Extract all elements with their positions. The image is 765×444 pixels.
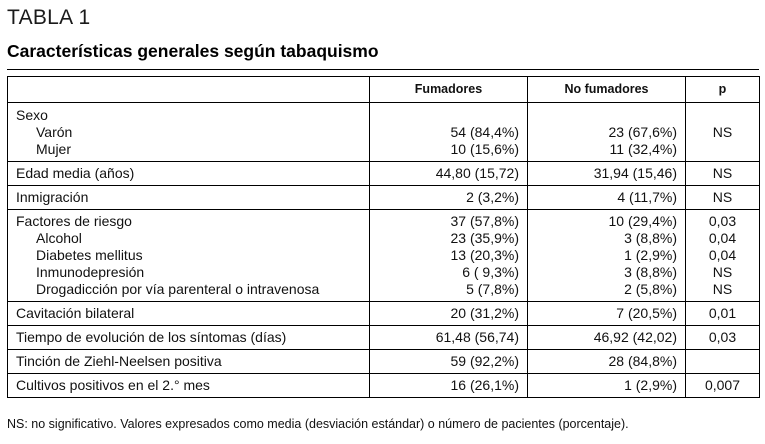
table-row-tincion xyxy=(8,350,760,374)
footnote: NS: no significativo. Valores expresados como media (desviación estándar) o número de pacientes (porcentaje). xyxy=(7,417,629,431)
row-label-tiempo: Tiempo de evolución de los síntomas (días) xyxy=(8,326,370,350)
row-label-alcohol: Alcohol xyxy=(36,230,82,246)
table-row-tiempo xyxy=(8,326,760,350)
no-fumadores-cell xyxy=(528,210,686,302)
table-row-sexo xyxy=(8,103,760,162)
row-label-drogas: Drogadicción por vía parenteral o intravenosa xyxy=(36,281,320,297)
fumadores-cell xyxy=(370,103,528,162)
row-label-factores: Factores de riesgo xyxy=(16,213,132,229)
row-label-edad: Edad media (años) xyxy=(8,162,370,186)
value-inmuno-fumadores: 6 ( 9,3%) xyxy=(462,264,519,280)
label-cell xyxy=(8,103,370,162)
fumadores-cell xyxy=(370,210,528,302)
value-cavitacion-no-fumadores: 7 (20,5%) xyxy=(528,302,686,326)
value-factores-no-fumadores: 10 (29,4%) xyxy=(608,213,677,229)
value-varon-no-fumadores: 23 (67,6%) xyxy=(608,124,677,140)
header-p: p xyxy=(686,77,760,103)
header-no-fumadores: No fumadores xyxy=(528,77,686,103)
row-label-diabetes: Diabetes mellitus xyxy=(36,247,143,263)
value-inmigracion-p: NS xyxy=(686,186,760,210)
value-factores-p: 0,03 xyxy=(708,213,737,229)
value-inmuno-p: NS xyxy=(712,264,733,280)
row-label-tincion: Tinción de Ziehl-Neelsen positiva xyxy=(8,350,370,374)
p-cell xyxy=(686,210,760,302)
table-row-cavitacion xyxy=(8,302,760,326)
table-row-cultivos xyxy=(8,374,760,398)
value-alcohol-p: 0,04 xyxy=(708,230,737,246)
value-drogas-p: NS xyxy=(712,281,733,297)
table-row-factores xyxy=(8,210,760,302)
value-tiempo-no-fumadores: 46,92 (42,02) xyxy=(528,326,686,350)
p-cell xyxy=(686,103,760,162)
row-label-sexo: Sexo xyxy=(16,107,48,123)
value-alcohol-no-fumadores: 3 (8,8%) xyxy=(624,230,677,246)
header-fumadores: Fumadores xyxy=(370,77,528,103)
value-cultivos-no-fumadores: 1 (2,9%) xyxy=(528,374,686,398)
value-tiempo-p: 0,03 xyxy=(686,326,760,350)
value-mujer-p xyxy=(694,141,751,158)
value-edad-fumadores: 44,80 (15,72) xyxy=(370,162,528,186)
value-diabetes-no-fumadores: 1 (2,9%) xyxy=(624,247,677,263)
table-label: TABLA 1 xyxy=(7,6,91,29)
row-label-cultivos: Cultivos positivos en el 2.° mes xyxy=(8,374,370,398)
value-cavitacion-fumadores: 20 (31,2%) xyxy=(370,302,528,326)
value-tiempo-fumadores: 61,48 (56,74) xyxy=(370,326,528,350)
label-cell xyxy=(8,210,370,302)
table-row-edad xyxy=(8,162,760,186)
header-row xyxy=(8,77,760,103)
value-cultivos-p: 0,007 xyxy=(686,374,760,398)
value-drogas-fumadores: 5 (7,8%) xyxy=(466,281,519,297)
value-diabetes-p: 0,04 xyxy=(708,247,737,263)
characteristics-table xyxy=(7,76,760,398)
value-mujer-no-fumadores: 11 (32,4%) xyxy=(609,141,677,157)
value-tincion-no-fumadores: 28 (84,8%) xyxy=(528,350,686,374)
value-inmigracion-no-fumadores: 4 (11,7%) xyxy=(528,186,686,210)
value-diabetes-fumadores: 13 (20,3%) xyxy=(450,247,519,263)
value-inmuno-no-fumadores: 3 (8,8%) xyxy=(624,264,677,280)
header-blank xyxy=(8,77,370,103)
value-mujer-fumadores: 10 (15,6%) xyxy=(450,141,519,157)
value-inmigracion-fumadores: 2 (3,2%) xyxy=(370,186,528,210)
value-tincion-fumadores: 59 (92,2%) xyxy=(370,350,528,374)
table-row-inmigracion xyxy=(8,186,760,210)
value-edad-no-fumadores: 31,94 (15,46) xyxy=(528,162,686,186)
title-rule xyxy=(7,69,759,70)
row-label-varon: Varón xyxy=(36,124,73,140)
row-label-cavitacion: Cavitación bilateral xyxy=(8,302,370,326)
value-cavitacion-p: 0,01 xyxy=(686,302,760,326)
value-varon-fumadores: 54 (84,4%) xyxy=(450,124,519,140)
value-tincion-p xyxy=(686,350,760,374)
value-edad-p: NS xyxy=(686,162,760,186)
value-cultivos-fumadores: 16 (26,1%) xyxy=(370,374,528,398)
row-label-inmuno: Inmunodepresión xyxy=(36,264,145,280)
value-drogas-no-fumadores: 2 (5,8%) xyxy=(624,281,677,297)
row-label-mujer: Mujer xyxy=(36,141,72,157)
row-label-inmigracion: Inmigración xyxy=(8,186,370,210)
value-varon-p: NS xyxy=(712,124,733,140)
table-title: Características generales según tabaquismo xyxy=(7,41,379,61)
value-alcohol-fumadores: 23 (35,9%) xyxy=(450,230,519,246)
value-factores-fumadores: 37 (57,8%) xyxy=(450,213,519,229)
no-fumadores-cell xyxy=(528,103,686,162)
